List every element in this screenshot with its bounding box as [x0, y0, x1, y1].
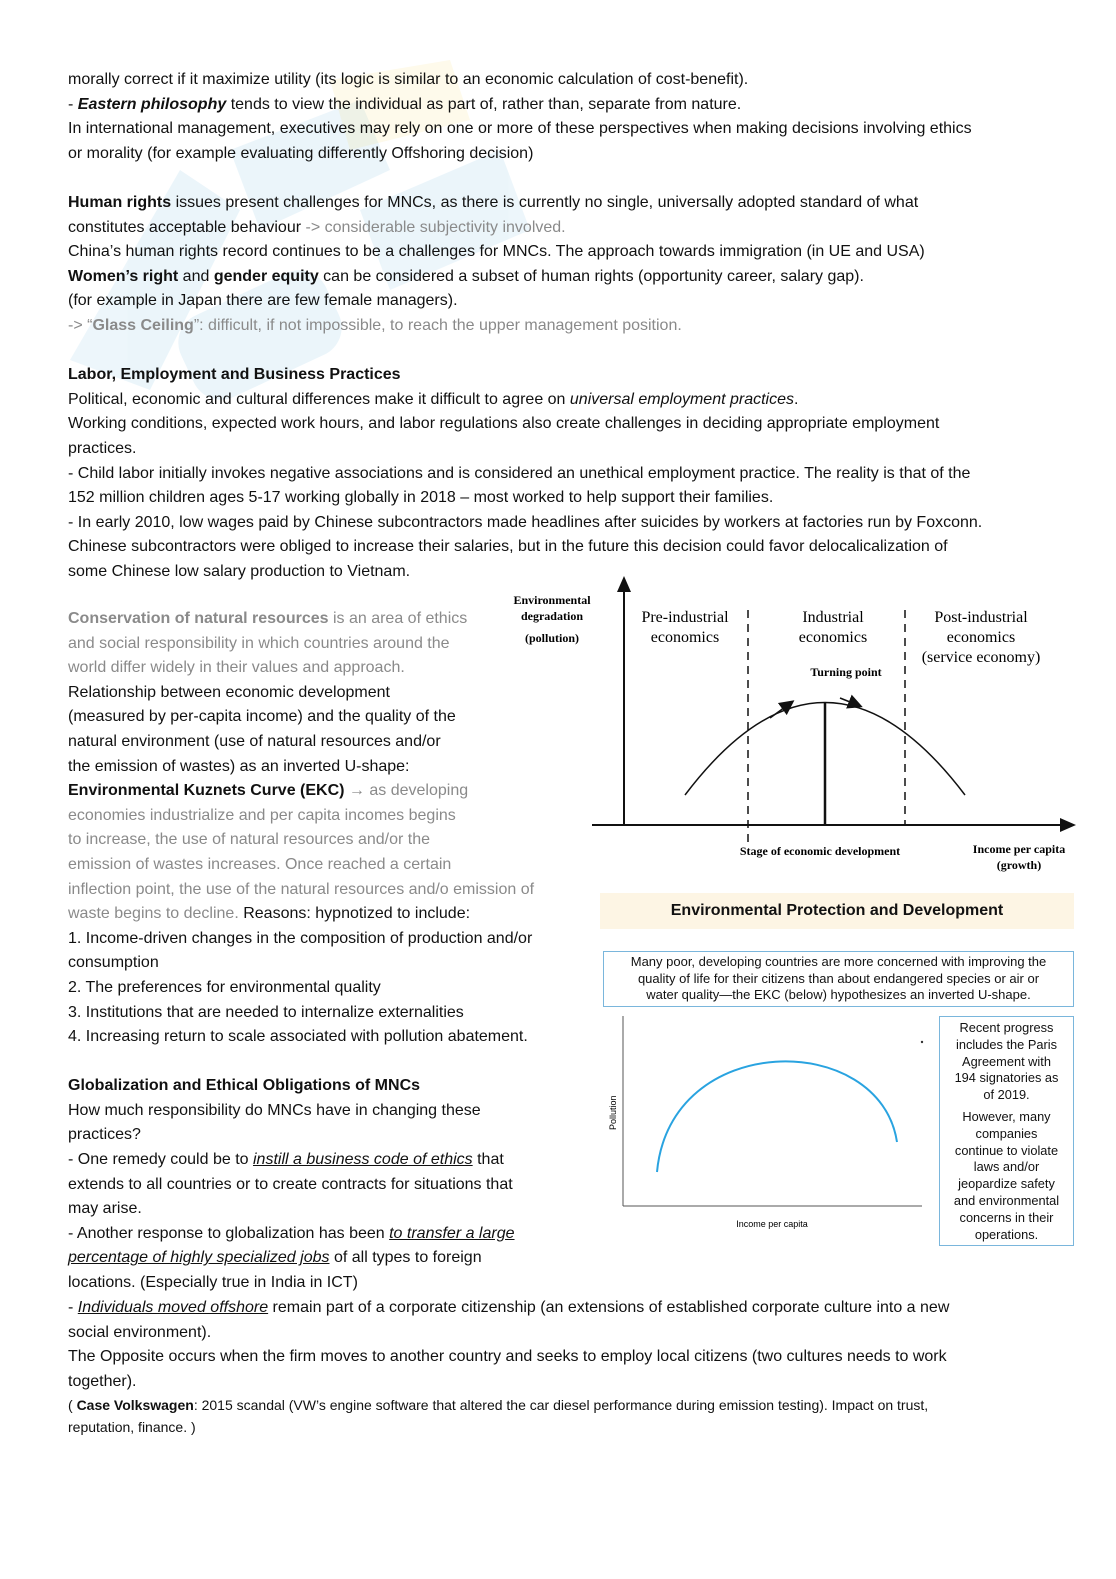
- stage1-label-a: Pre-industrial: [641, 609, 729, 626]
- volkswagen-line-2: reputation, finance. ): [68, 1419, 196, 1436]
- paris-agreement-box: Recent progress includes the Paris Agreement with 194 signatories as of 2019. However, many companies continue to violate laws and/or jeopardize safety and environmental concerns in their operations.: [939, 1016, 1074, 1246]
- stage3-label-c: (service economy): [921, 649, 1041, 666]
- chart2-curve: [657, 1061, 897, 1172]
- curve-arrow-up: [770, 702, 792, 718]
- chart2-y-label: Pollution: [608, 1095, 618, 1130]
- conservation-line-7: the emission of wastes) as an inverted U-shape:: [68, 757, 410, 775]
- y-axis-arrow: [617, 576, 631, 592]
- globalization-c1: - Individuals moved offshore remain part of a corporate citizenship (an extensions of established corporate culture into a new: [68, 1299, 950, 1316]
- conservation-line-1: Conservation of natural resources is an area of ethics: [68, 610, 468, 627]
- bottom-block: [68, 1296, 1058, 1438]
- conservation-line-2: and social responsibility in which countries around the: [68, 634, 450, 652]
- labor-line-2: Working conditions, expected work hours, and labor regulations also create challenges in deciding appropriate employment: [68, 415, 940, 433]
- env-protection-banner: Environmental Protection and Development: [600, 893, 1074, 929]
- conservation-line-3: world differ widely in their values and approach.: [68, 659, 405, 677]
- stage3-label-a: Post-industrial: [934, 609, 1028, 626]
- reason-2: 2. The preferences for environmental quality: [68, 978, 381, 996]
- intro-line-1: morally correct if it maximize utility (its logic is similar to an economic calculation of cost-benefit).: [68, 71, 749, 88]
- stage3-label-b: economics: [946, 629, 1016, 646]
- conservation-line-6: natural environment (use of natural resources and/or: [68, 732, 441, 750]
- eastern-philosophy-term: Eastern philosophy: [77, 95, 227, 113]
- x-axis-arrow: [1060, 818, 1076, 832]
- x-label-growth: (growth): [996, 858, 1042, 872]
- conservation-line-9: economies industrialize and per capita incomes begins: [68, 806, 456, 824]
- x-label-stage: Stage of economic development: [739, 844, 901, 858]
- globalization-a3: may arise.: [68, 1200, 142, 1218]
- globalization-b3: locations. (Especially true in India in ICT): [68, 1274, 358, 1292]
- stage2-label-b: economics: [798, 629, 868, 646]
- globalization-q2: practices?: [68, 1126, 141, 1144]
- reason-3: 3. Institutions that are needed to internalize externalities: [68, 1003, 464, 1021]
- intro-line-2: - Eastern philosophy tends to view the individual as part of, rather than, separate from nature.: [68, 95, 742, 113]
- conservation-line-4: Relationship between economic development: [68, 683, 390, 701]
- y-label-3: (pollution): [524, 631, 580, 645]
- intro-line-4: or morality (for example evaluating differently Offshoring decision): [68, 144, 534, 162]
- reason-1: 1. Income-driven changes in the composition of production and/or: [68, 929, 533, 947]
- ekc-description-box: Many poor, developing countries are more concerned with improving the quality of life for their citizens than about endangered species or air or water quality—the EKC (below) hypothesizes an inverted U-shape.: [603, 951, 1074, 1007]
- ekc-term: Environmental Kuznets Curve (EKC): [68, 782, 345, 800]
- reason-4: 4. Increasing return to scale associated with pollution abatement.: [68, 1028, 528, 1046]
- conservation-line-5: (measured by per-capita income) and the quality of the: [68, 708, 456, 726]
- globalization-q1: How much responsibility do MNCs have in changing these: [68, 1101, 481, 1119]
- glass-ceiling-line: -> “Glass Ceiling”: difficult, if not impossible, to reach the upper management position.: [68, 316, 682, 334]
- human-rights-line-5: (for example in Japan there are few female managers).: [68, 292, 458, 310]
- labor-line-5: 152 million children ages 5-17 working globally in 2018 – most worked to help support their families.: [68, 489, 774, 507]
- globalization-b2: percentage of highly specialized jobs of all types to foreign: [68, 1249, 482, 1267]
- chart2-dot: [921, 1041, 923, 1043]
- human-rights-line-2: constitutes acceptable behaviour -> considerable subjectivity involved.: [68, 218, 566, 236]
- x-label-income: Income per capita: [972, 842, 1066, 856]
- conservation-line-11: emission of wastes increases. Once reached a certain: [68, 855, 452, 873]
- stage2-label-a: Industrial: [802, 609, 864, 626]
- human-rights-line-4: Women’s right and gender equity can be considered a subset of human rights (opportunity career, salary gap).: [68, 267, 864, 285]
- labor-line-3: practices.: [68, 439, 137, 457]
- ekc-stages-diagram: [500, 570, 1090, 880]
- globalization-d1: The Opposite occurs when the firm moves to another country and seeks to employ local citizens (two cultures needs to work: [68, 1348, 947, 1366]
- chart2-x-label: Income per capita: [736, 1219, 808, 1229]
- human-rights-line-1: Human rights issues present challenges for MNCs, as there is currently no single, universally adopted standard of what: [68, 193, 919, 211]
- conservation-line-12: inflection point, the use of the natural resources and/o emission of: [68, 880, 535, 898]
- ekc-simple-chart: [600, 1010, 930, 1240]
- labor-line-7: Chinese subcontractors were obliged to increase their salaries, but in the future this decision could favor delocalicalization of: [68, 538, 948, 556]
- human-rights-line-3: China’s human rights record continues to be a challenges for MNCs. The approach towards immigration (in UE and USA): [68, 243, 925, 261]
- y-label-2: degradation: [520, 609, 584, 623]
- intro-line-3: In international management, executives may rely on one or more of these perspectives when making decisions involving ethics: [68, 120, 972, 138]
- labor-line-6: - In early 2010, low wages paid by Chinese subcontractors made headlines after suicides by workers at factories run by Foxconn.: [68, 513, 983, 531]
- conservation-line-10: to increase, the use of natural resources and/or the: [68, 831, 430, 849]
- labor-heading: Labor, Employment and Business Practices: [68, 366, 401, 384]
- intro-block: [68, 68, 1058, 584]
- conservation-line-13: waste begins to decline. Reasons: hypnotized to include:: [68, 905, 471, 923]
- globalization-c2: social environment).: [68, 1323, 212, 1341]
- labor-line-1: Political, economic and cultural differences make it difficult to agree on universal employment practices.: [68, 390, 799, 408]
- globalization-d2: together).: [68, 1372, 137, 1390]
- y-label-1: Environmental: [513, 593, 591, 607]
- globalization-a2: extends to all countries or to create contracts for situations that: [68, 1175, 513, 1193]
- human-rights-term: Human rights: [68, 193, 172, 211]
- globalization-a1: - One remedy could be to instill a business code of ethics that: [68, 1151, 504, 1169]
- turning-point-label: Turning point: [810, 665, 882, 679]
- volkswagen-line-1: ( Case Volkswagen: 2015 scandal (VW’s engine software that altered the car diesel performance during emission testing). Impact on trust,: [68, 1397, 929, 1414]
- globalization-heading: Globalization and Ethical Obligations of MNCs: [68, 1077, 421, 1095]
- globalization-b1: - Another response to globalization has been to transfer a large: [68, 1224, 515, 1242]
- reason-1-cont: consumption: [68, 954, 159, 972]
- labor-line-8: some Chinese low salary production to Vietnam.: [68, 562, 411, 580]
- labor-line-4: - Child labor initially invokes negative associations and is considered an unethical employment practice. The reality is that of the: [68, 464, 971, 482]
- stage1-label-b: economics: [650, 629, 720, 646]
- ekc-line: Environmental Kuznets Curve (EKC) → as developing: [68, 782, 469, 800]
